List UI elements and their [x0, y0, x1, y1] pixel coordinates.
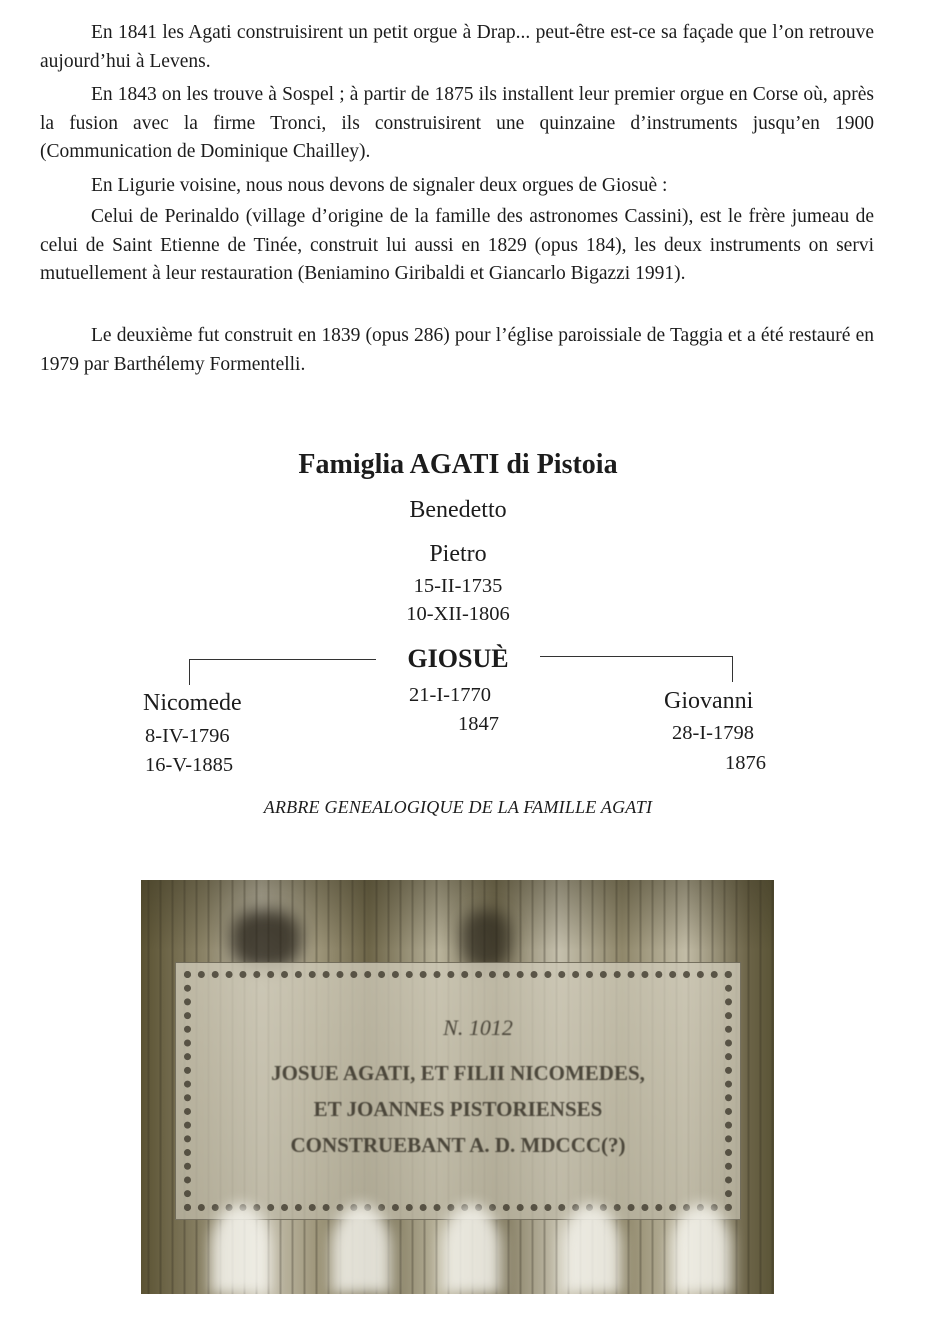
giosue-death: 1847 [458, 713, 499, 735]
plaque-line-2: JOSUE AGATI, ET FILII NICOMEDES, [271, 1061, 645, 1085]
nicomede-name: Nicomede [143, 690, 242, 716]
giovanni-name: Giovanni [664, 688, 754, 714]
pietro-name: Pietro [429, 541, 487, 567]
organ-plaque-photo [141, 880, 774, 1294]
giovanni-birth: 28-I-1798 [672, 722, 754, 744]
pietro-birth: 15-II-1735 [413, 575, 503, 597]
builder-plaque [175, 962, 741, 1220]
nicomede-birth: 8-IV-1796 [145, 725, 230, 747]
giosue-name: GIOSUÈ [407, 644, 509, 673]
paragraph-3: En Ligurie voisine, nous nous devons de signaler deux orgues de Giosuè : [91, 175, 668, 196]
giovanni-death: 1876 [725, 752, 766, 774]
connector-left-drop [189, 659, 190, 685]
pietro-death: 10-XII-1806 [406, 603, 510, 625]
tree-title: Famiglia AGATI di Pistoia [298, 449, 618, 480]
benedetto-name: Benedetto [409, 497, 507, 523]
plaque-line-1: N. 1012 [443, 1015, 513, 1040]
connector-left [189, 659, 376, 660]
plaque-line-3: ET JOANNES PISTORIENSES [313, 1097, 603, 1121]
tree-caption: ARBRE GENEALOGIQUE DE LA FAMILLE AGATI [263, 797, 653, 817]
paragraph-1: En 1841 les Agati construisirent un petit orgue à Drap... peut-être est-ce sa façade que l’on retrouve aujourd’hui à Levens. [40, 22, 874, 72]
paragraph-2: En 1843 on les trouve à Sospel ; à partir de 1875 ils installent leur premier orgue en Corse où, après la fusion avec la firme Tronci, ils construisirent une quinzaine d’instruments jusqu’en 1900 (Communication de Dominique Chailley). [40, 84, 874, 162]
paragraph-4: Celui de Perinaldo (village d’origine de la famille des astronomes Cassini), est le frère jumeau de celui de Saint Etienne de Tinée, construit lui aussi en 1829 (opus 184), les deux instruments on servi mutuellement à leur restauration (Beniamino Giribaldi et Giancarlo Bigazzi 1991). [40, 206, 874, 284]
giosue-birth: 21-I-1770 [409, 684, 491, 706]
connector-right-drop [732, 656, 733, 682]
plaque-line-4: CONSTRUEBANT A. D. MDCCC(?) [290, 1133, 626, 1157]
paragraph-5: Le deuxième fut construit en 1839 (opus 286) pour l’église paroissiale de Taggia et a été restauré en 1979 par Barthélemy Formentelli. [40, 325, 874, 375]
nicomede-death: 16-V-1885 [145, 754, 234, 776]
connector-right [540, 656, 733, 657]
